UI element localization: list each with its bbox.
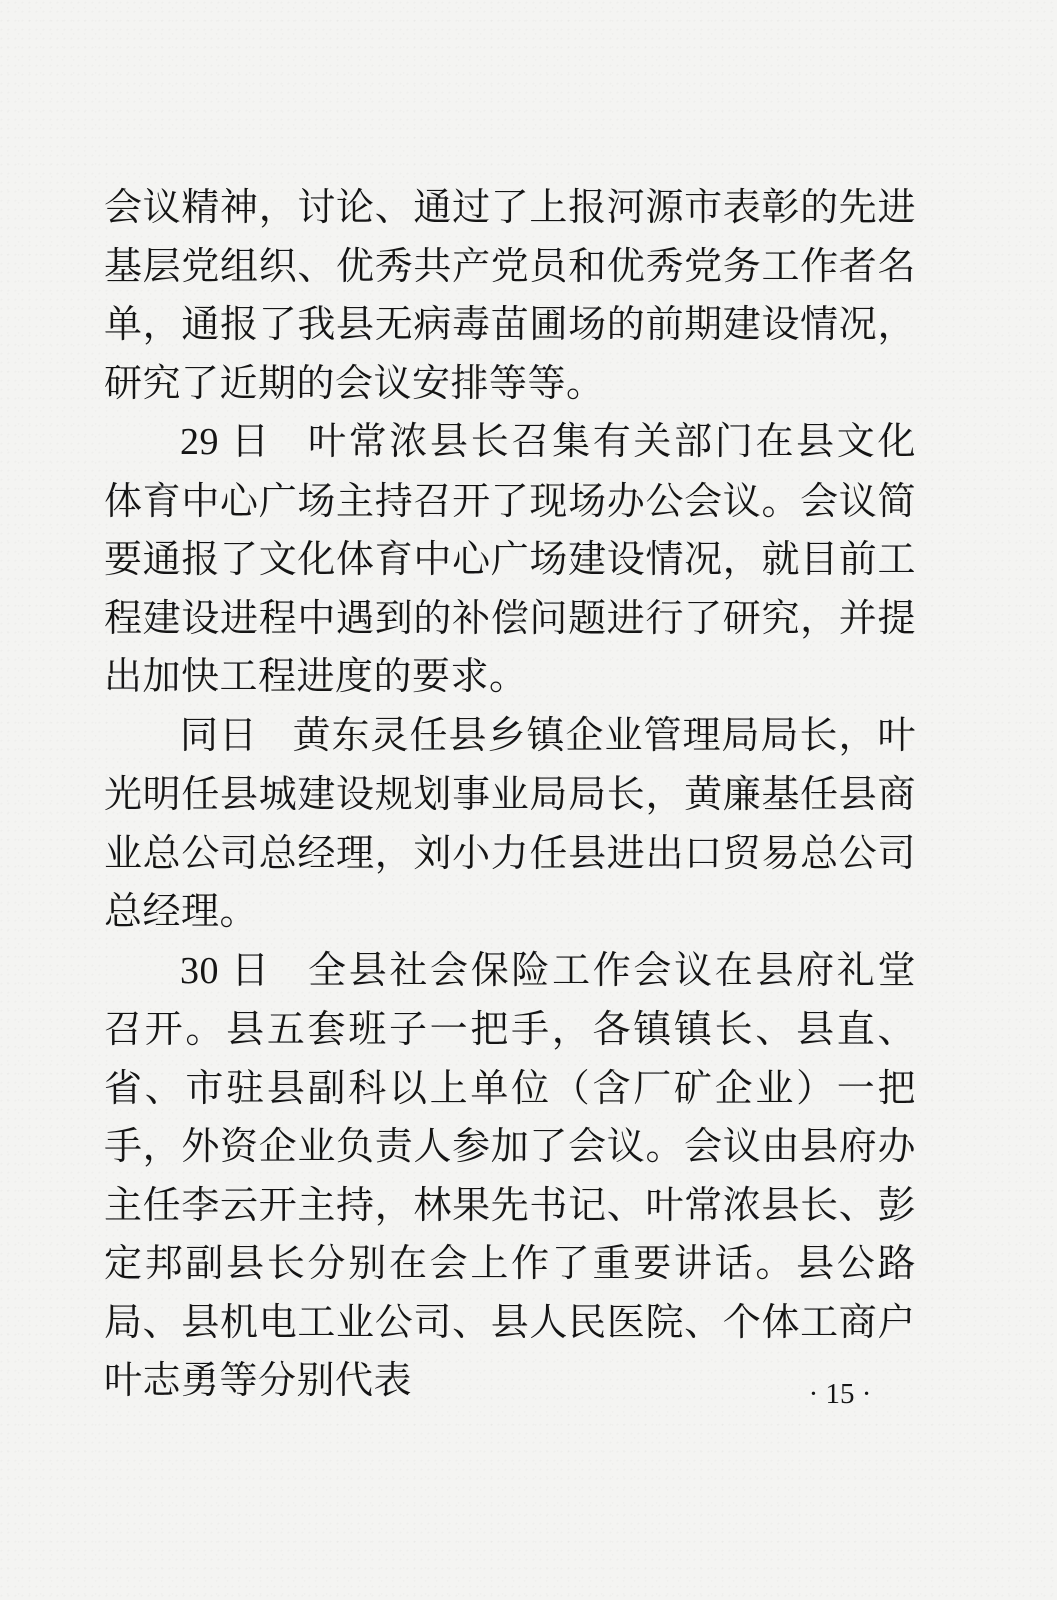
paragraph-entry-29 — [104, 412, 916, 706]
entry-date: 29 日 — [180, 421, 272, 463]
page-number: · 15 · — [808, 1378, 872, 1410]
body-text — [104, 178, 916, 1410]
entry-date: 30 日 — [180, 949, 272, 992]
paragraph-entry-same-day — [104, 706, 916, 941]
entry-date: 同日 — [180, 714, 258, 757]
paragraph-text: 全县社会保险工作会议在县府礼堂召开。县五套班子一把手，各镇镇长、县直、省、市驻县副科以上单位（含厂矿企业）一把手，外资企业负责人参加了会议。会议由县府办主任李云开主持，林果先书记、叶常浓县长、彭定邦副县长分别在会上作了重要讲话。县公路局、县机电工业公司、县人民医院、个体工商户叶志勇等分别代表 — [104, 947, 916, 1402]
paragraph-text: 会议精神，讨论、通过了上报河源市表彰的先进基层党组织、优秀共产党员和优秀党务工作者名单，通报了我县无病毒苗圃场的前期建设情况，研究了近期的会议安排等等。 — [104, 185, 916, 405]
paragraph-entry-30 — [104, 941, 916, 1410]
paragraph-text: 黄东灵任县乡镇企业管理局局长，叶光明任县城建设规划事业局局长，黄廉基任县商业总公司总经理，刘小力任县进出口贸易总公司总经理。 — [104, 712, 916, 933]
paragraph-text: 叶常浓县长召集有关部门在县文化体育中心广场主持召开了现场办公会议。会议简要通报了文化体育中心广场建设情况，就目前工程建设进程中遇到的补偿问题进行了研究，并提出加快工程进度的要求。 — [104, 419, 916, 698]
paragraph-continuation — [104, 178, 916, 412]
